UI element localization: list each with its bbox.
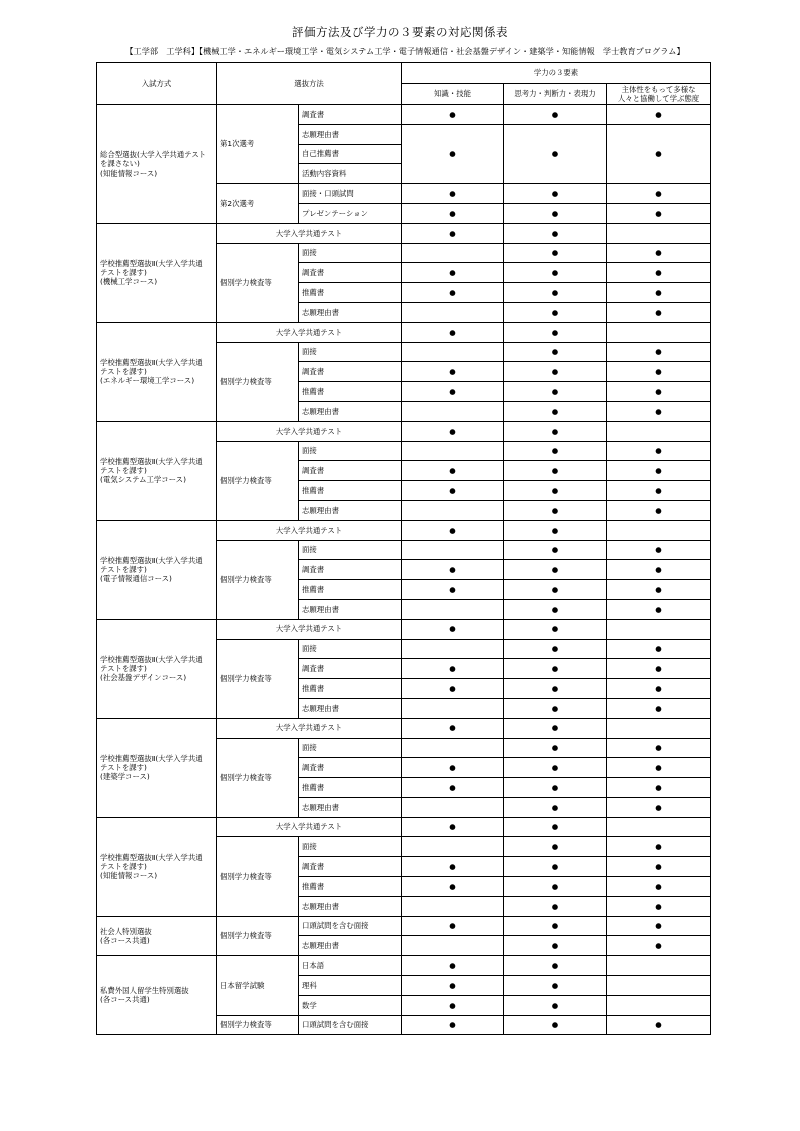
mark-dot: ● xyxy=(607,302,711,322)
mark-dot: ● xyxy=(607,461,711,481)
mark-dot: ● xyxy=(607,916,711,936)
mark-dot: ● xyxy=(402,1015,504,1035)
mark-dot: ● xyxy=(504,223,607,243)
mark-dot: ● xyxy=(607,936,711,956)
individual-exam-label: 個別学力検査等 xyxy=(217,837,299,916)
selection-item: 数学 xyxy=(299,995,402,1015)
selection-item: 面接 xyxy=(299,837,402,857)
header-elements: 学力の３要素 xyxy=(402,63,711,84)
individual-exam-label: 個別学力検査等 xyxy=(217,441,299,520)
mark-dot: ● xyxy=(607,263,711,283)
mark-dot: ● xyxy=(607,778,711,798)
selection-stage: 第1次選考 xyxy=(217,105,299,184)
evaluation-table xyxy=(96,62,711,1035)
mark-dot: ● xyxy=(504,560,607,580)
mark-empty xyxy=(607,619,711,639)
mark-dot: ● xyxy=(504,580,607,600)
mark-empty xyxy=(402,500,504,520)
mark-empty xyxy=(402,243,504,263)
individual-exam-label: 個別学力検査等 xyxy=(217,1015,299,1035)
selection-item: 推薦書 xyxy=(299,679,402,699)
mark-dot: ● xyxy=(504,976,607,996)
selection-item: 志願理由書 xyxy=(299,896,402,916)
mark-empty xyxy=(607,223,711,243)
mark-dot: ● xyxy=(504,995,607,1015)
common-test-label: 大学入学共通テスト xyxy=(217,619,402,639)
mark-empty xyxy=(607,520,711,540)
mark-dot: ● xyxy=(607,1015,711,1035)
mark-dot: ● xyxy=(402,778,504,798)
mark-dot: ● xyxy=(402,817,504,837)
mark-dot: ● xyxy=(607,797,711,817)
selection-item: 志願理由書 xyxy=(299,401,402,421)
selection-item: 志願理由書 xyxy=(299,797,402,817)
admission-method: 学校推薦型選抜Ⅱ(大学入学共通 テストを課す) (電子情報通信コース) xyxy=(97,520,217,619)
mark-empty xyxy=(607,995,711,1015)
mark-dot: ● xyxy=(504,956,607,976)
mark-dot: ● xyxy=(607,877,711,897)
mark-empty xyxy=(402,540,504,560)
mark-empty xyxy=(402,599,504,619)
mark-dot: ● xyxy=(607,105,711,125)
common-test-label: 大学入学共通テスト xyxy=(217,322,402,342)
selection-item: 活動内容資料 xyxy=(299,164,402,184)
table-row xyxy=(97,520,711,540)
mark-dot: ● xyxy=(607,580,711,600)
selection-item: 志願理由書 xyxy=(299,698,402,718)
mark-dot: ● xyxy=(504,1015,607,1035)
mark-dot: ● xyxy=(504,322,607,342)
mark-dot: ● xyxy=(607,481,711,501)
table-row xyxy=(97,956,711,976)
header-attitude: 主体性をもって多様な 人々と協働して学ぶ態度 xyxy=(607,84,711,105)
selection-item: 口頭試問を含む面接 xyxy=(299,1015,402,1035)
mark-empty xyxy=(607,421,711,441)
mark-dot: ● xyxy=(504,342,607,362)
common-test-label: 大学入学共通テスト xyxy=(217,223,402,243)
mark-dot: ● xyxy=(402,223,504,243)
selection-stage: 第2次選考 xyxy=(217,184,299,224)
mark-empty xyxy=(402,896,504,916)
selection-item: 推薦書 xyxy=(299,778,402,798)
mark-dot: ● xyxy=(402,382,504,402)
mark-dot: ● xyxy=(504,916,607,936)
common-test-label: 大学入学共通テスト xyxy=(217,520,402,540)
mark-empty xyxy=(607,956,711,976)
mark-dot: ● xyxy=(402,520,504,540)
mark-dot: ● xyxy=(504,105,607,125)
mark-dot: ● xyxy=(607,659,711,679)
mark-dot: ● xyxy=(504,599,607,619)
header-method: 入試方式 xyxy=(97,63,217,105)
mark-dot: ● xyxy=(402,679,504,699)
mark-empty xyxy=(402,401,504,421)
mark-dot: ● xyxy=(504,263,607,283)
selection-item: 志願理由書 xyxy=(299,302,402,322)
mark-dot: ● xyxy=(504,203,607,223)
mark-dot: ● xyxy=(402,956,504,976)
mark-dot: ● xyxy=(402,421,504,441)
mark-dot: ● xyxy=(402,580,504,600)
selection-item: 推薦書 xyxy=(299,877,402,897)
mark-dot: ● xyxy=(504,302,607,322)
mark-dot: ● xyxy=(607,362,711,382)
selection-item: 調査書 xyxy=(299,857,402,877)
admission-method: 学校推薦型選抜Ⅱ(大学入学共通 テストを課す) (知能情報コース) xyxy=(97,817,217,916)
table-row xyxy=(97,105,711,125)
table-row xyxy=(97,718,711,738)
selection-item: 面接 xyxy=(299,441,402,461)
mark-dot: ● xyxy=(402,877,504,897)
selection-item: 推薦書 xyxy=(299,382,402,402)
admission-method: 総合型選抜(大学入学共通テスト を課さない) (知能情報コース) xyxy=(97,105,217,224)
table-row xyxy=(97,322,711,342)
mark-empty xyxy=(607,718,711,738)
selection-item: 口頭試問を含む面接 xyxy=(299,916,402,936)
mark-dot: ● xyxy=(504,520,607,540)
header-knowledge: 知識・技能 xyxy=(402,84,504,105)
selection-item: 志願理由書 xyxy=(299,124,402,144)
header-row-1 xyxy=(97,63,711,84)
mark-dot: ● xyxy=(504,124,607,183)
table-row xyxy=(97,817,711,837)
mark-dot: ● xyxy=(504,817,607,837)
mark-dot: ● xyxy=(607,401,711,421)
selection-item: 調査書 xyxy=(299,560,402,580)
mark-empty xyxy=(402,738,504,758)
selection-item: 調査書 xyxy=(299,461,402,481)
mark-dot: ● xyxy=(504,441,607,461)
mark-dot: ● xyxy=(504,738,607,758)
mark-dot: ● xyxy=(504,362,607,382)
page-title: 評価方法及び学力の３要素の対応関係表 xyxy=(292,25,508,39)
mark-empty xyxy=(607,322,711,342)
mark-dot: ● xyxy=(402,758,504,778)
mark-empty xyxy=(402,698,504,718)
individual-exam-label: 個別学力検査等 xyxy=(217,243,299,322)
common-test-label: 大学入学共通テスト xyxy=(217,817,402,837)
mark-dot: ● xyxy=(607,738,711,758)
table-row xyxy=(97,223,711,243)
mark-dot: ● xyxy=(402,976,504,996)
mark-dot: ● xyxy=(504,679,607,699)
mark-dot: ● xyxy=(504,857,607,877)
common-test-label: 大学入学共通テスト xyxy=(217,421,402,441)
individual-exam-label: 個別学力検査等 xyxy=(217,540,299,619)
mark-dot: ● xyxy=(504,778,607,798)
admission-method: 社会人特別選抜 (各コース共通) xyxy=(97,916,217,956)
mark-dot: ● xyxy=(607,540,711,560)
admission-method: 学校推薦型選抜Ⅱ(大学入学共通 テストを課す) (機械工学コース) xyxy=(97,223,217,322)
mark-dot: ● xyxy=(402,362,504,382)
mark-dot: ● xyxy=(504,718,607,738)
mark-dot: ● xyxy=(607,599,711,619)
mark-dot: ● xyxy=(607,679,711,699)
individual-exam-label: 個別学力検査等 xyxy=(217,738,299,817)
page-subtitle: 【工学部 工学科】【機械工学・エネルギー環境工学・電気システム工学・電子情報通信・社会基盤デザイン・建築学・知能情報 学士教育プログラム】 xyxy=(125,46,685,56)
mark-dot: ● xyxy=(607,243,711,263)
mark-dot: ● xyxy=(607,184,711,204)
selection-item: プレゼンテーション xyxy=(299,203,402,223)
mark-dot: ● xyxy=(402,481,504,501)
mark-dot: ● xyxy=(607,857,711,877)
selection-item: 調査書 xyxy=(299,263,402,283)
selection-item: 調査書 xyxy=(299,758,402,778)
mark-dot: ● xyxy=(607,837,711,857)
mark-empty xyxy=(402,797,504,817)
mark-dot: ● xyxy=(504,500,607,520)
mark-dot: ● xyxy=(607,382,711,402)
selection-item: 推薦書 xyxy=(299,481,402,501)
mark-dot: ● xyxy=(402,718,504,738)
individual-exam-label: 個別学力検査等 xyxy=(217,639,299,718)
mark-dot: ● xyxy=(504,877,607,897)
admission-method: 私費外国人留学生特別選抜 (各コース共通) xyxy=(97,956,217,1035)
mark-dot: ● xyxy=(504,184,607,204)
mark-empty xyxy=(402,639,504,659)
common-test-label: 大学入学共通テスト xyxy=(217,718,402,738)
mark-dot: ● xyxy=(504,540,607,560)
mark-dot: ● xyxy=(504,243,607,263)
mark-dot: ● xyxy=(607,698,711,718)
mark-dot: ● xyxy=(402,659,504,679)
mark-dot: ● xyxy=(402,105,504,125)
selection-item: 面接 xyxy=(299,243,402,263)
mark-dot: ● xyxy=(504,461,607,481)
individual-exam-label: 個別学力検査等 xyxy=(217,342,299,421)
mark-dot: ● xyxy=(504,797,607,817)
header-selection: 選抜方法 xyxy=(217,63,402,105)
mark-dot: ● xyxy=(607,124,711,183)
selection-item: 自己推薦書 xyxy=(299,144,402,164)
admission-method: 学校推薦型選抜Ⅱ(大学入学共通 テストを課す) (エネルギー環境工学コース) xyxy=(97,322,217,421)
mark-dot: ● xyxy=(504,758,607,778)
mark-dot: ● xyxy=(607,283,711,303)
mark-dot: ● xyxy=(504,382,607,402)
mark-dot: ● xyxy=(402,203,504,223)
mark-dot: ● xyxy=(607,500,711,520)
mark-dot: ● xyxy=(504,283,607,303)
mark-dot: ● xyxy=(504,481,607,501)
selection-item: 面接・口頭試問 xyxy=(299,184,402,204)
mark-dot: ● xyxy=(504,401,607,421)
mark-empty xyxy=(402,441,504,461)
mark-empty xyxy=(607,817,711,837)
mark-dot: ● xyxy=(402,184,504,204)
mark-dot: ● xyxy=(402,263,504,283)
mark-empty xyxy=(402,936,504,956)
selection-item: 面接 xyxy=(299,342,402,362)
mark-dot: ● xyxy=(607,560,711,580)
individual-exam-label: 個別学力検査等 xyxy=(217,916,299,956)
selection-item: 日本語 xyxy=(299,956,402,976)
admission-method: 学校推薦型選抜Ⅱ(大学入学共通 テストを課す) (社会基盤デザインコース) xyxy=(97,619,217,718)
selection-item: 推薦書 xyxy=(299,580,402,600)
mark-dot: ● xyxy=(402,916,504,936)
mark-dot: ● xyxy=(402,560,504,580)
selection-item: 志願理由書 xyxy=(299,936,402,956)
mark-empty xyxy=(402,342,504,362)
mark-dot: ● xyxy=(504,619,607,639)
selection-item: 調査書 xyxy=(299,659,402,679)
mark-dot: ● xyxy=(607,203,711,223)
mark-dot: ● xyxy=(607,441,711,461)
mark-dot: ● xyxy=(607,342,711,362)
mark-dot: ● xyxy=(504,698,607,718)
mark-empty xyxy=(402,302,504,322)
table-row xyxy=(97,421,711,441)
mark-dot: ● xyxy=(504,659,607,679)
eju-label: 日本留学試験 xyxy=(217,956,299,1015)
mark-dot: ● xyxy=(402,857,504,877)
table-row xyxy=(97,619,711,639)
selection-item: 志願理由書 xyxy=(299,599,402,619)
mark-empty xyxy=(402,837,504,857)
selection-item: 理科 xyxy=(299,976,402,996)
admission-method: 学校推薦型選抜Ⅱ(大学入学共通 テストを課す) (建築学コース) xyxy=(97,718,217,817)
mark-dot: ● xyxy=(402,322,504,342)
mark-dot: ● xyxy=(607,896,711,916)
mark-dot: ● xyxy=(504,896,607,916)
selection-item: 面接 xyxy=(299,540,402,560)
header-thinking: 思考力・判断力・表現力 xyxy=(504,84,607,105)
selection-item: 志願理由書 xyxy=(299,500,402,520)
mark-dot: ● xyxy=(402,124,504,183)
mark-dot: ● xyxy=(504,639,607,659)
mark-dot: ● xyxy=(402,283,504,303)
mark-dot: ● xyxy=(504,936,607,956)
mark-dot: ● xyxy=(607,758,711,778)
selection-item: 調査書 xyxy=(299,105,402,125)
mark-dot: ● xyxy=(504,421,607,441)
mark-dot: ● xyxy=(402,995,504,1015)
selection-item: 推薦書 xyxy=(299,283,402,303)
admission-method: 学校推薦型選抜Ⅱ(大学入学共通 テストを課す) (電気システム工学コース) xyxy=(97,421,217,520)
mark-dot: ● xyxy=(402,461,504,481)
selection-item: 面接 xyxy=(299,639,402,659)
selection-item: 調査書 xyxy=(299,362,402,382)
mark-dot: ● xyxy=(607,639,711,659)
mark-dot: ● xyxy=(402,619,504,639)
mark-empty xyxy=(607,976,711,996)
mark-dot: ● xyxy=(504,837,607,857)
table-row xyxy=(97,916,711,936)
selection-item: 面接 xyxy=(299,738,402,758)
